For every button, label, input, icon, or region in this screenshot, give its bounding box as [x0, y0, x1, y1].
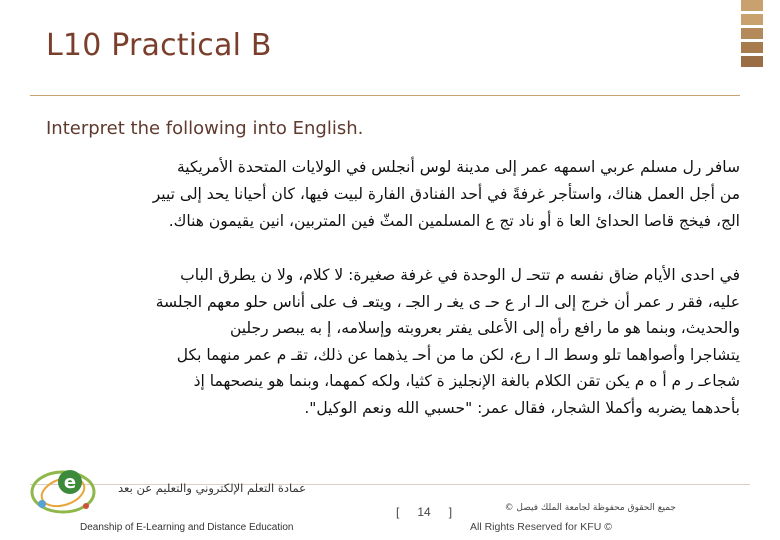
page-number: [396, 505, 452, 519]
logo-letter: e: [63, 472, 77, 493]
passage-line: عليه، فقر ر عمر أن خرج إلى الـ ار ع حـ ى يغـ ر الجـ ، ويتعـ ف على أناس حلو معهم الجلسة: [155, 292, 740, 311]
accent-bars: [741, 0, 763, 70]
accent-bar: [741, 56, 763, 67]
passage-paragraph-2: [40, 262, 740, 422]
passage-line: شجاعـ ر م أ ه م يكن تقن الكلام بالغة الإنجليز ة كثيا، ولكه كمهما، وبنما هو ينصحهما إذ: [193, 372, 740, 391]
title-divider: [30, 95, 740, 96]
accent-bar: [741, 28, 763, 39]
page-bracket-open: [: [396, 505, 400, 519]
slide-title: L10 Practical B: [46, 28, 272, 63]
copyright-arabic: جميع الحقوق محفوظة لجامعة الملك فيصل ©: [504, 503, 676, 513]
passage-paragraph-1: [40, 154, 740, 235]
page-number-value: 14: [417, 505, 431, 519]
page-bracket-close: ]: [448, 505, 453, 519]
instruction-text: Interpret the following into English.: [46, 118, 364, 139]
passage-line: سافر رل مسلم عربي اسمهه عمر إلى مدينة لوس أنجلس في الولايات المتحدة الأمريكية: [176, 158, 740, 176]
passage-line: بأحدهما يضربه وأكملا الشجار، فقال عمر: "حسبي الله ونعم الوكيل".: [304, 398, 740, 417]
passage-line: الج، فيخج قاصا الحدائ العا ة أو ناد تج ع المسلمين المثّ فين المتربين، انين يقيمون هناك.: [168, 212, 740, 230]
accent-bar: [741, 42, 763, 53]
passage-line: في احدى الأيام ضاق نفسه م تتحـ ل الوحدة في غرفة صغيرة: لا كلام، ولا ن يطرق الباب: [180, 266, 740, 284]
deanship-logo-icon: [28, 458, 98, 520]
deanship-name-english: Deanship of E-Learning and Distance Education: [80, 522, 294, 533]
passage-line: من أجل العمل هناك، واستأجر غرفةً في أحد الفنادق الفارة لبيت فيها، كان أحيانا يحد إلى تيير: [152, 185, 740, 203]
deanship-name-arabic: عمادة التعلم الإلكتروني والتعليم عن بعد: [118, 481, 306, 495]
accent-bar: [741, 14, 763, 25]
accent-bar: [741, 0, 763, 11]
passage-line: يتشاجرا وأصواهما تلو وسط الـ ا رع، لكن ما من أحـ يذهما عن ذلك، تقـ م عمر منهما بكل: [176, 345, 740, 364]
copyright-english: All Rights Reserved for KFU ©: [470, 521, 612, 533]
passage-line: والحديث، وبنما هو ما رافع رأه إلى الأعلى يفتر بعروبته وإسلامه، إ به يبصر رجلين: [229, 319, 740, 338]
